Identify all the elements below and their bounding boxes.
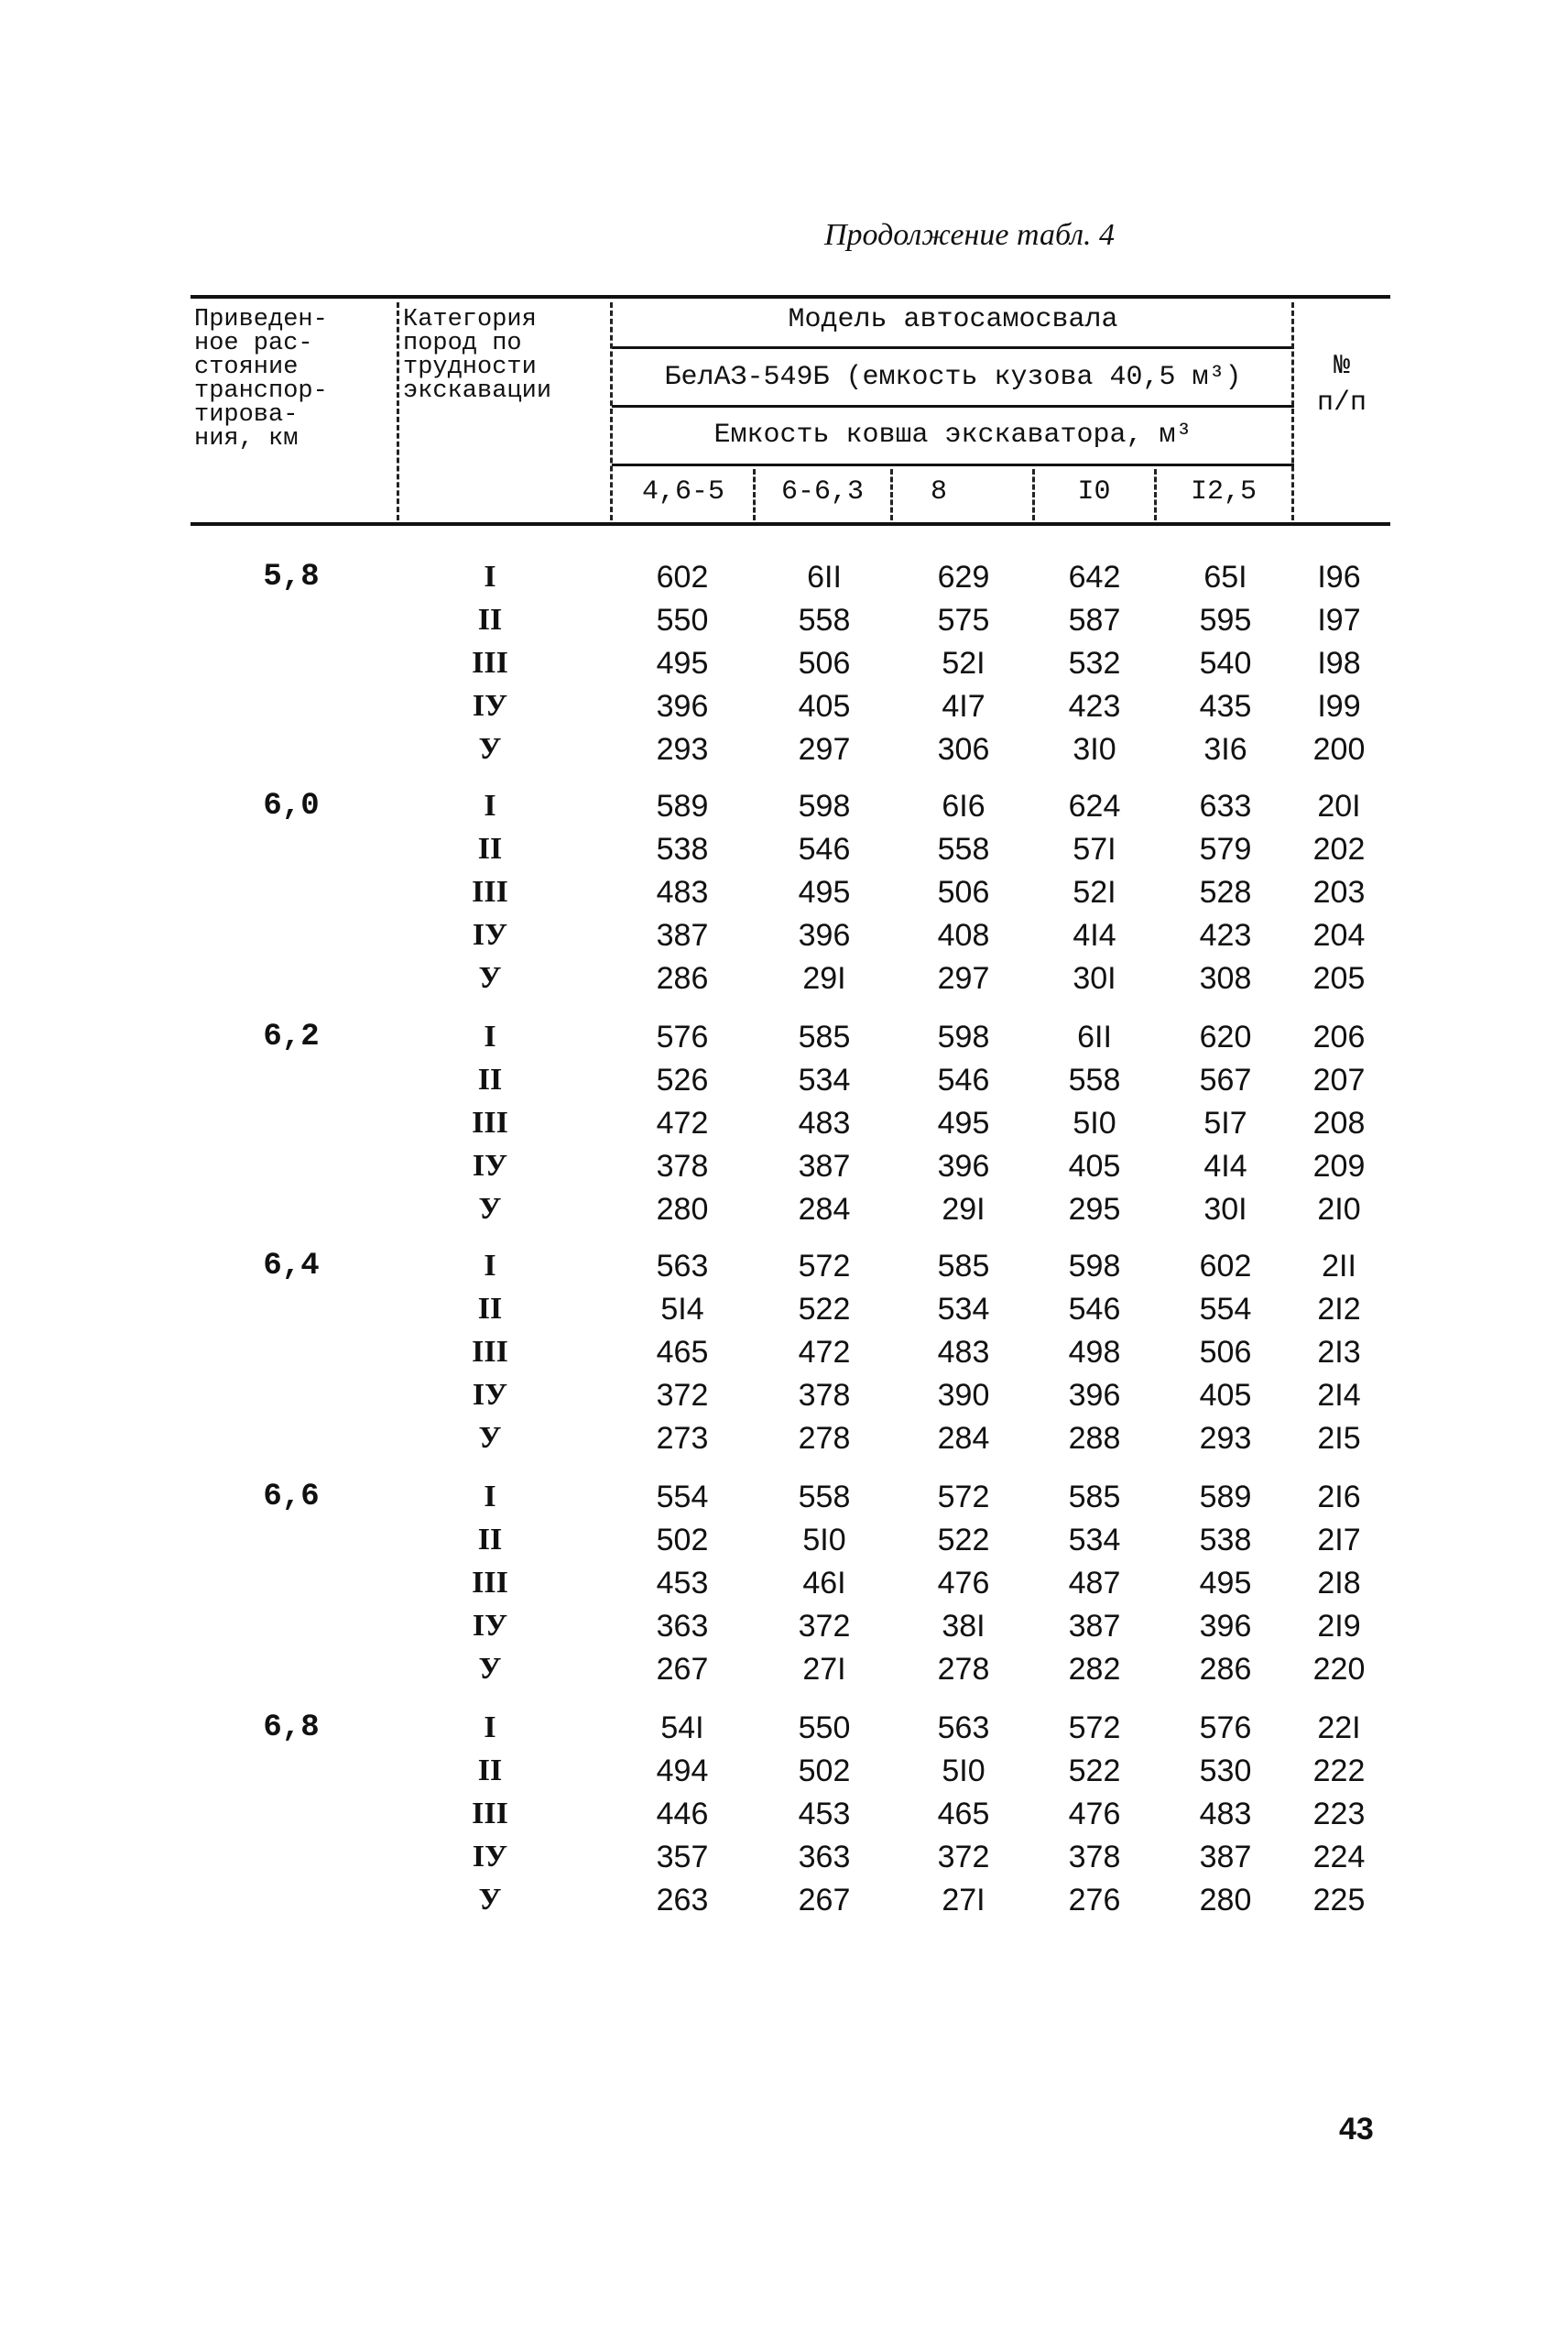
index-cell: 204	[1312, 918, 1366, 954]
value-cell: 534	[937, 1292, 990, 1327]
value-cell: 4I4	[1203, 1149, 1247, 1185]
model-name-divider-rule	[612, 405, 1294, 408]
value-cell: 363	[656, 1609, 709, 1644]
value-cell: 495	[1199, 1566, 1252, 1601]
index-cell: 207	[1312, 1063, 1366, 1098]
index-cell: 225	[1312, 1883, 1366, 1918]
value-cell: 579	[1199, 832, 1252, 868]
value-cell: 546	[798, 832, 851, 868]
value-cell: 396	[798, 918, 851, 954]
value-cell: 587	[1068, 603, 1121, 639]
value-cell: 476	[937, 1566, 990, 1601]
index-cell: 202	[1312, 832, 1366, 868]
value-cell: 495	[937, 1106, 990, 1142]
value-cell: 357	[656, 1840, 709, 1875]
value-cell: 282	[1068, 1652, 1121, 1688]
value-cell: 598	[798, 789, 851, 824]
value-cell: 446	[656, 1797, 709, 1832]
value-cell: 546	[1068, 1292, 1121, 1327]
value-cell: 532	[1068, 646, 1121, 682]
category-cell: III	[472, 875, 508, 910]
category-cell: У	[478, 1192, 502, 1227]
value-cell: 453	[656, 1566, 709, 1601]
value-cell: 57I	[1073, 832, 1116, 868]
value-cell: 585	[798, 1020, 851, 1054]
value-cell: 624	[1068, 789, 1121, 824]
category-cell: IУ	[472, 1609, 508, 1644]
distance-cell: 6,8	[263, 1710, 320, 1745]
capacity-divider-rule	[612, 464, 1294, 466]
value-cell: 372	[798, 1609, 851, 1644]
value-cell: 288	[1068, 1421, 1121, 1457]
model-divider-rule	[612, 346, 1294, 349]
header-model-name: БелАЗ-549Б (емкость кузова 40,5 м³)	[664, 362, 1242, 393]
header-capacity: 8	[931, 476, 948, 508]
value-cell: 602	[1199, 1249, 1252, 1284]
value-cell: 595	[1199, 603, 1252, 639]
category-cell: IУ	[472, 1840, 508, 1874]
value-cell: 30I	[1073, 961, 1116, 997]
category-cell: IУ	[472, 689, 508, 724]
index-cell: 2I8	[1317, 1566, 1361, 1601]
value-cell: 522	[798, 1292, 851, 1327]
value-cell: 263	[656, 1883, 709, 1918]
value-cell: 387	[798, 1149, 851, 1185]
value-cell: 563	[937, 1710, 990, 1745]
value-cell: 405	[1068, 1149, 1121, 1185]
value-cell: 396	[656, 689, 709, 725]
value-cell: 4I4	[1073, 918, 1116, 954]
category-cell: III	[472, 1106, 508, 1141]
distance-cell: 6,2	[263, 1020, 320, 1054]
category-cell: II	[477, 1753, 503, 1788]
value-cell: 465	[656, 1335, 709, 1371]
value-cell: 558	[798, 1480, 851, 1514]
value-cell: 276	[1068, 1883, 1121, 1918]
value-cell: 387	[1068, 1609, 1121, 1644]
value-cell: 396	[1199, 1609, 1252, 1644]
index-cell: 222	[1312, 1753, 1366, 1789]
header-separator	[1154, 469, 1157, 520]
header-capacity: 6-6,3	[780, 476, 864, 508]
value-cell: 506	[1199, 1335, 1252, 1371]
value-cell: 502	[656, 1523, 709, 1558]
value-cell: 546	[937, 1063, 990, 1098]
value-cell: 435	[1199, 689, 1252, 725]
header-separator	[890, 469, 893, 520]
header-model: Модель автосамосвала	[788, 304, 1118, 335]
index-cell: 2I3	[1317, 1335, 1361, 1371]
value-cell: 589	[1199, 1480, 1252, 1514]
page-number: 43	[1339, 2112, 1374, 2147]
index-cell: 224	[1312, 1840, 1366, 1875]
category-cell: II	[477, 603, 503, 638]
value-cell: 378	[1068, 1840, 1121, 1875]
distance-cell: 5,8	[263, 560, 320, 595]
value-cell: 65I	[1203, 560, 1247, 595]
value-cell: 558	[798, 603, 851, 639]
value-cell: 284	[937, 1421, 990, 1457]
value-cell: 390	[937, 1378, 990, 1414]
category-cell: У	[478, 1652, 502, 1687]
value-cell: 526	[656, 1063, 709, 1098]
value-cell: 575	[937, 603, 990, 639]
value-cell: 550	[798, 1710, 851, 1745]
value-cell: 495	[656, 646, 709, 682]
value-cell: 363	[798, 1840, 851, 1875]
value-cell: 4I7	[942, 689, 985, 725]
value-cell: 572	[1068, 1710, 1121, 1745]
value-cell: 54I	[660, 1710, 704, 1745]
category-cell: II	[477, 832, 503, 867]
index-cell: 2I5	[1317, 1421, 1361, 1457]
index-cell: I96	[1317, 560, 1361, 595]
value-cell: 522	[1068, 1753, 1121, 1789]
value-cell: 598	[937, 1020, 990, 1054]
header-separator	[610, 302, 613, 520]
value-cell: 423	[1068, 689, 1121, 725]
value-cell: 405	[798, 689, 851, 725]
value-cell: 476	[1068, 1797, 1121, 1832]
value-cell: 538	[656, 832, 709, 868]
index-cell: I97	[1317, 603, 1361, 639]
value-cell: 29I	[802, 961, 846, 997]
index-cell: 2I9	[1317, 1609, 1361, 1644]
value-cell: 396	[1068, 1378, 1121, 1414]
value-cell: 46I	[802, 1566, 846, 1601]
value-cell: 602	[656, 560, 709, 595]
category-cell: III	[472, 1797, 508, 1831]
category-cell: III	[472, 1566, 508, 1600]
value-cell: 483	[656, 875, 709, 911]
value-cell: 286	[1199, 1652, 1252, 1688]
value-cell: 3I0	[1073, 732, 1116, 768]
value-cell: 506	[937, 875, 990, 911]
value-cell: 558	[937, 832, 990, 868]
value-cell: 6I6	[942, 789, 985, 824]
category-cell: IУ	[472, 1149, 508, 1184]
value-cell: 52I	[1073, 875, 1116, 911]
index-cell: 2I6	[1317, 1480, 1361, 1514]
index-cell: 20I	[1317, 789, 1361, 824]
value-cell: 495	[798, 875, 851, 911]
value-cell: 273	[656, 1421, 709, 1457]
value-cell: 387	[1199, 1840, 1252, 1875]
index-cell: I99	[1317, 689, 1361, 725]
header-bottom-rule	[191, 522, 1390, 526]
index-cell: 220	[1312, 1652, 1366, 1688]
value-cell: 5I4	[660, 1292, 704, 1327]
value-cell: 30I	[1203, 1192, 1247, 1228]
category-cell: I	[484, 1480, 496, 1513]
value-cell: 558	[1068, 1063, 1121, 1098]
category-cell: II	[477, 1292, 503, 1327]
value-cell: 472	[656, 1106, 709, 1142]
header-capacity: I2,5	[1190, 476, 1257, 508]
category-cell: I	[484, 789, 496, 823]
value-cell: 563	[656, 1249, 709, 1284]
value-cell: 567	[1199, 1063, 1252, 1098]
value-cell: 528	[1199, 875, 1252, 911]
index-cell: 209	[1312, 1149, 1366, 1185]
value-cell: 378	[656, 1149, 709, 1185]
index-cell: 206	[1312, 1020, 1366, 1054]
value-cell: 550	[656, 603, 709, 639]
distance-cell: 6,4	[263, 1249, 320, 1284]
index-cell: 2II	[1322, 1249, 1356, 1284]
value-cell: 297	[798, 732, 851, 768]
value-cell: 483	[937, 1335, 990, 1371]
category-cell: II	[477, 1523, 503, 1557]
value-cell: 629	[937, 560, 990, 595]
distance-cell: 6,6	[263, 1480, 320, 1514]
value-cell: 27I	[942, 1883, 985, 1918]
header-bucket-capacity: Емкость ковша экскаватора, м³	[713, 420, 1192, 451]
value-cell: 278	[798, 1421, 851, 1457]
category-cell: I	[484, 1710, 496, 1744]
category-cell: II	[477, 1063, 503, 1098]
value-cell: 372	[656, 1378, 709, 1414]
value-cell: 278	[937, 1652, 990, 1688]
value-cell: 572	[937, 1480, 990, 1514]
value-cell: 589	[656, 789, 709, 824]
value-cell: 498	[1068, 1335, 1121, 1371]
value-cell: 472	[798, 1335, 851, 1371]
value-cell: 405	[1199, 1378, 1252, 1414]
value-cell: 408	[937, 918, 990, 954]
value-cell: 585	[937, 1249, 990, 1284]
index-cell: 2I7	[1317, 1523, 1361, 1558]
value-cell: 284	[798, 1192, 851, 1228]
value-cell: 642	[1068, 560, 1121, 595]
index-cell: 200	[1312, 732, 1366, 768]
header-capacity: 4,6-5	[641, 476, 724, 508]
index-cell: 223	[1312, 1797, 1366, 1832]
value-cell: 633	[1199, 789, 1252, 824]
value-cell: 487	[1068, 1566, 1121, 1601]
value-cell: 585	[1068, 1480, 1121, 1514]
value-cell: 280	[656, 1192, 709, 1228]
header-index: № п/п	[1316, 351, 1367, 419]
value-cell: 52I	[942, 646, 985, 682]
index-cell: 22I	[1317, 1710, 1361, 1745]
value-cell: 306	[937, 732, 990, 768]
index-cell: 2I2	[1317, 1292, 1361, 1327]
value-cell: 293	[1199, 1421, 1252, 1457]
value-cell: 295	[1068, 1192, 1121, 1228]
header-separator	[1291, 302, 1294, 520]
value-cell: 378	[798, 1378, 851, 1414]
category-cell: У	[478, 961, 502, 996]
category-cell: III	[472, 646, 508, 681]
index-cell: 203	[1312, 875, 1366, 911]
value-cell: 465	[937, 1797, 990, 1832]
index-cell: 2I0	[1317, 1192, 1361, 1228]
value-cell: 506	[798, 646, 851, 682]
header-separator	[753, 469, 756, 520]
distance-cell: 6,0	[263, 789, 320, 824]
index-cell: I98	[1317, 646, 1361, 682]
value-cell: 598	[1068, 1249, 1121, 1284]
value-cell: 29I	[942, 1192, 985, 1228]
value-cell: 453	[798, 1797, 851, 1832]
value-cell: 483	[798, 1106, 851, 1142]
value-cell: 5I0	[1073, 1106, 1116, 1142]
value-cell: 483	[1199, 1797, 1252, 1832]
header-capacity: I0	[1077, 476, 1111, 508]
value-cell: 620	[1199, 1020, 1252, 1054]
index-cell: 208	[1312, 1106, 1366, 1142]
header-category: Категория пород по трудности экскавации	[403, 306, 552, 405]
value-cell: 576	[1199, 1710, 1252, 1745]
value-cell: 293	[656, 732, 709, 768]
value-cell: 6II	[1077, 1020, 1112, 1054]
value-cell: 372	[937, 1840, 990, 1875]
value-cell: 27I	[802, 1652, 846, 1688]
value-cell: 267	[798, 1883, 851, 1918]
value-cell: 6II	[807, 560, 842, 595]
value-cell: 3I6	[1203, 732, 1247, 768]
header-separator	[397, 302, 399, 520]
header-distance: Приведен- ное рас- стояние транспор- тирова- ния, км	[194, 306, 328, 453]
value-cell: 38I	[942, 1609, 985, 1644]
index-cell: 205	[1312, 961, 1366, 997]
value-cell: 538	[1199, 1523, 1252, 1558]
value-cell: 522	[937, 1523, 990, 1558]
value-cell: 554	[656, 1480, 709, 1514]
value-cell: 554	[1199, 1292, 1252, 1327]
value-cell: 5I7	[1203, 1106, 1247, 1142]
value-cell: 502	[798, 1753, 851, 1789]
value-cell: 576	[656, 1020, 709, 1054]
value-cell: 534	[1068, 1523, 1121, 1558]
category-cell: III	[472, 1335, 508, 1370]
value-cell: 534	[798, 1063, 851, 1098]
value-cell: 5I0	[942, 1753, 985, 1789]
category-cell: У	[478, 732, 502, 767]
value-cell: 540	[1199, 646, 1252, 682]
value-cell: 308	[1199, 961, 1252, 997]
category-cell: У	[478, 1883, 502, 1917]
value-cell: 297	[937, 961, 990, 997]
category-cell: У	[478, 1421, 502, 1456]
category-cell: I	[484, 1020, 496, 1054]
table-top-rule	[191, 295, 1390, 299]
value-cell: 494	[656, 1753, 709, 1789]
table-caption: Продолжение табл. 4	[824, 218, 1116, 252]
category-cell: IУ	[472, 918, 508, 953]
value-cell: 286	[656, 961, 709, 997]
header-separator	[1032, 469, 1035, 520]
value-cell: 280	[1199, 1883, 1252, 1918]
category-cell: IУ	[472, 1378, 508, 1413]
value-cell: 530	[1199, 1753, 1252, 1789]
value-cell: 5I0	[802, 1523, 846, 1558]
category-cell: I	[484, 1249, 496, 1283]
value-cell: 572	[798, 1249, 851, 1284]
value-cell: 387	[656, 918, 709, 954]
category-cell: I	[484, 560, 496, 594]
index-cell: 2I4	[1317, 1378, 1361, 1414]
value-cell: 423	[1199, 918, 1252, 954]
value-cell: 396	[937, 1149, 990, 1185]
value-cell: 267	[656, 1652, 709, 1688]
